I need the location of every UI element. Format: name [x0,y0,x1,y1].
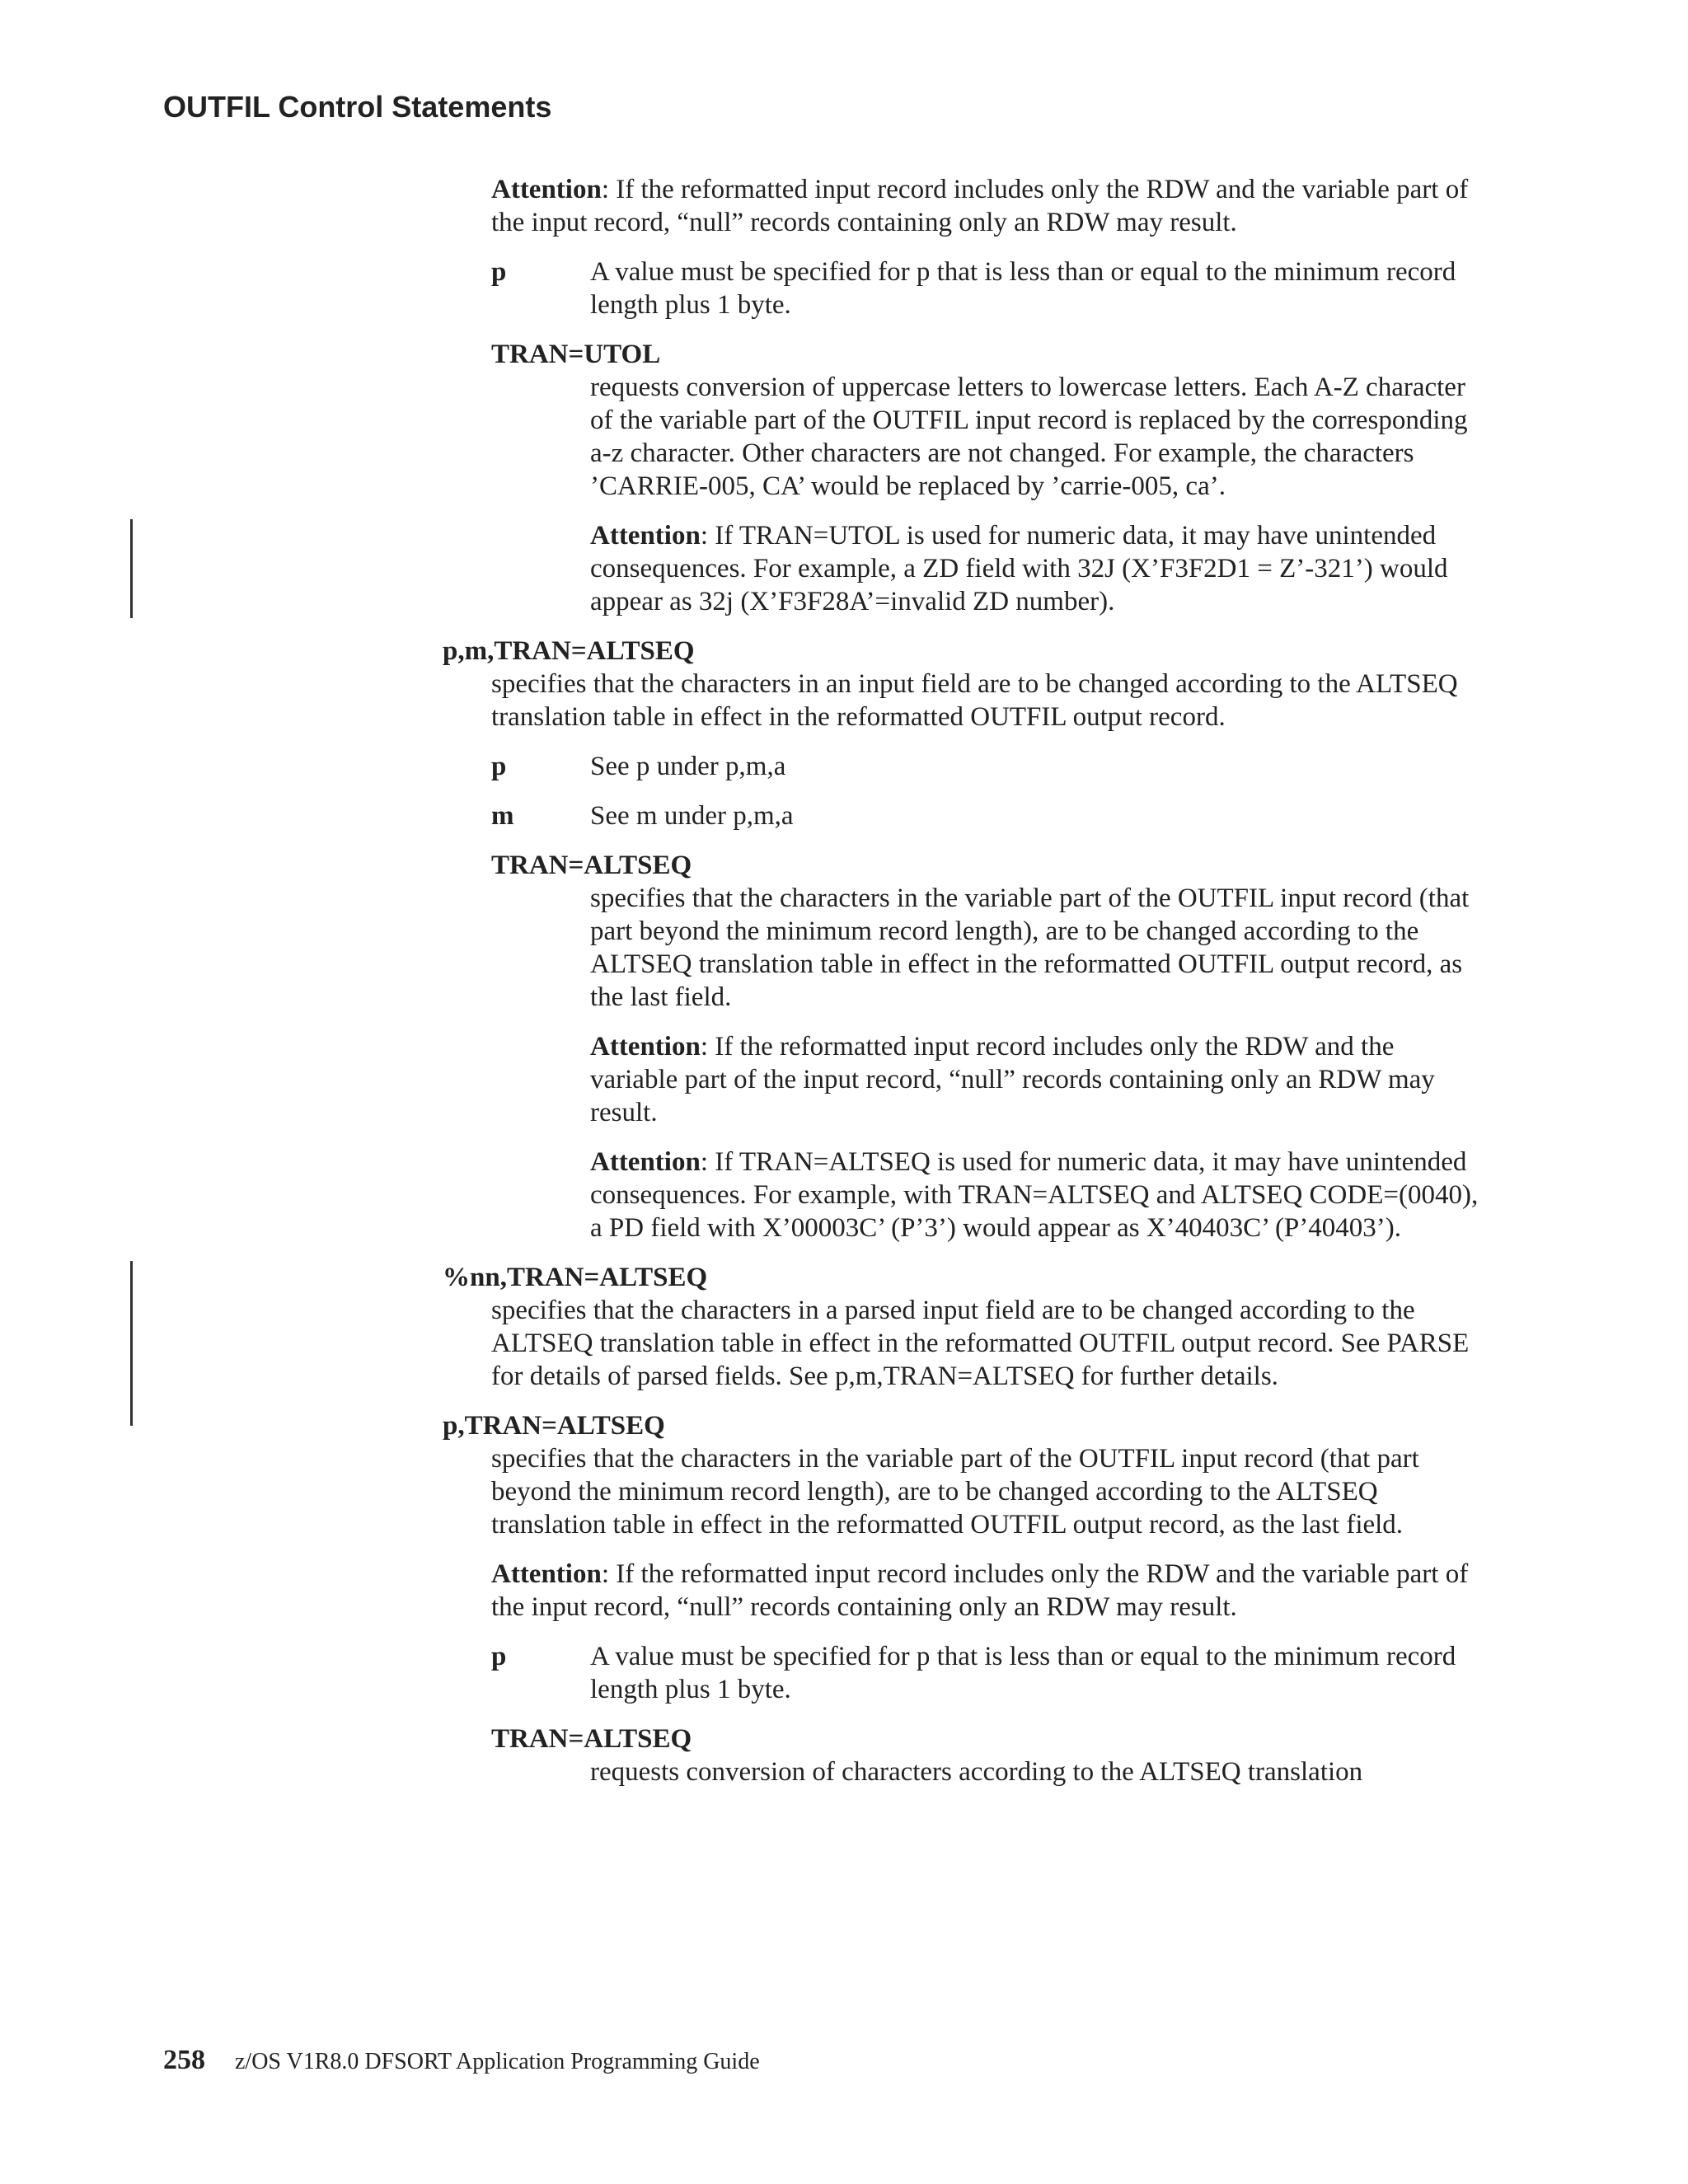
param-term: p [491,752,507,781]
attention-text: : If TRAN=UTOL is used for numeric data, it may have unintended consequences. For example, a ZD field with 32J (X’F3F2D1 = Z’-321’) would appear as 32j (X’F3F28A’=invalid ZD number). [590,521,1448,616]
attention-label: Attention [491,1559,602,1589]
param-description: See p under p,m,a [590,752,786,781]
page-number: 258 [163,2045,205,2075]
attention-note [491,173,1480,239]
param-description: A value must be specified for p that is less than or equal to the minimum record length plus 1 byte. [590,1642,1456,1704]
attention-text: : If the reformatted input record includes only the RDW and the variable part of the input record, “null” records containing only an RDW may result. [491,175,1469,237]
nn-altseq-description: specifies that the characters in a parsed input field are to be changed according to the ALTSEQ translation table in effect in the reformatted OUTFIL output record. See PARSE for details of parsed fields. See p,m,TRAN=ALTSEQ for further details. [491,1296,1470,1391]
term-tran-utol: TRAN=UTOL [491,340,661,369]
term-pm-tran-altseq: p,m,TRAN=ALTSEQ [443,636,695,666]
param-m [0,799,1688,832]
altseq-description: requests conversion of characters according to the ALTSEQ translation [590,1757,1363,1787]
param-term: p [491,1642,507,1671]
attention-note [491,1558,1480,1624]
param-p [0,750,1688,783]
page-header: OUTFIL Control Statements [163,90,552,124]
attention-note [590,1146,1480,1244]
utol-description: requests conversion of uppercase letters to lowercase letters. Each A-Z character of the variable part of the OUTFIL input record is replaced by the corresponding a-z character. Other characters are not changed. For example, the characters ’CARRIE-005, CA’ would be replaced by ’carrie-005, ca’. [590,373,1468,501]
param-term: p [491,257,507,287]
param-description: A value must be specified for p that is less than or equal to the minimum record length plus 1 byte. [590,257,1456,320]
book-title: z/OS V1R8.0 DFSORT Application Programming Guide [235,2049,760,2074]
param-description: See m under p,m,a [590,801,794,831]
attention-text: : If the reformatted input record includes only the RDW and the variable part of the input record, “null” records containing only an RDW may result. [491,1559,1469,1622]
p-altseq-description: specifies that the characters in the variable part of the OUTFIL input record (that part beyond the minimum record length), are to be changed according to the ALTSEQ translation table in effect in the reformatted OUTFIL output record, as the last field. [491,1444,1419,1540]
attention-label: Attention [491,175,602,204]
attention-label: Attention [590,521,701,551]
pm-altseq-description: specifies that the characters in an input field are to be changed according to the ALTSEQ translation table in effect in the reformatted OUTFIL output record. [491,669,1458,732]
attention-text: : If TRAN=ALTSEQ is used for numeric data, it may have unintended consequences. For example, with TRAN=ALTSEQ and ALTSEQ CODE=(0040), a PD field with X’00003C’ (P’3’) would appear as X’40403C’ (P’40403’). [590,1147,1479,1243]
attention-text: : If the reformatted input record includes only the RDW and the variable part of the input record, “null” records containing only an RDW may result. [590,1032,1435,1127]
attention-label: Attention [590,1147,701,1177]
param-p [0,255,1688,321]
change-bar [130,519,133,618]
attention-note [590,1030,1480,1129]
change-bar [130,1261,133,1426]
page-footer [163,2046,760,2077]
term-p-tran-altseq: p,TRAN=ALTSEQ [443,1411,665,1441]
nn-altseq-section [0,1261,1688,1393]
term-tran-altseq: TRAN=ALTSEQ [491,851,692,880]
attention-label: Attention [590,1032,701,1062]
param-p [0,1640,1688,1706]
page-content [0,173,1688,1788]
term-nn-tran-altseq: %nn,TRAN=ALTSEQ [443,1263,708,1292]
param-term: m [491,801,514,831]
utol-attention [590,519,1480,618]
altseq-description: specifies that the characters in the variable part of the OUTFIL input record (that part beyond the minimum record length), are to be changed according to the ALTSEQ translation table in effect in the reformatted OUTFIL output record, as the last field. [590,883,1470,1012]
term-tran-altseq: TRAN=ALTSEQ [491,1724,692,1754]
